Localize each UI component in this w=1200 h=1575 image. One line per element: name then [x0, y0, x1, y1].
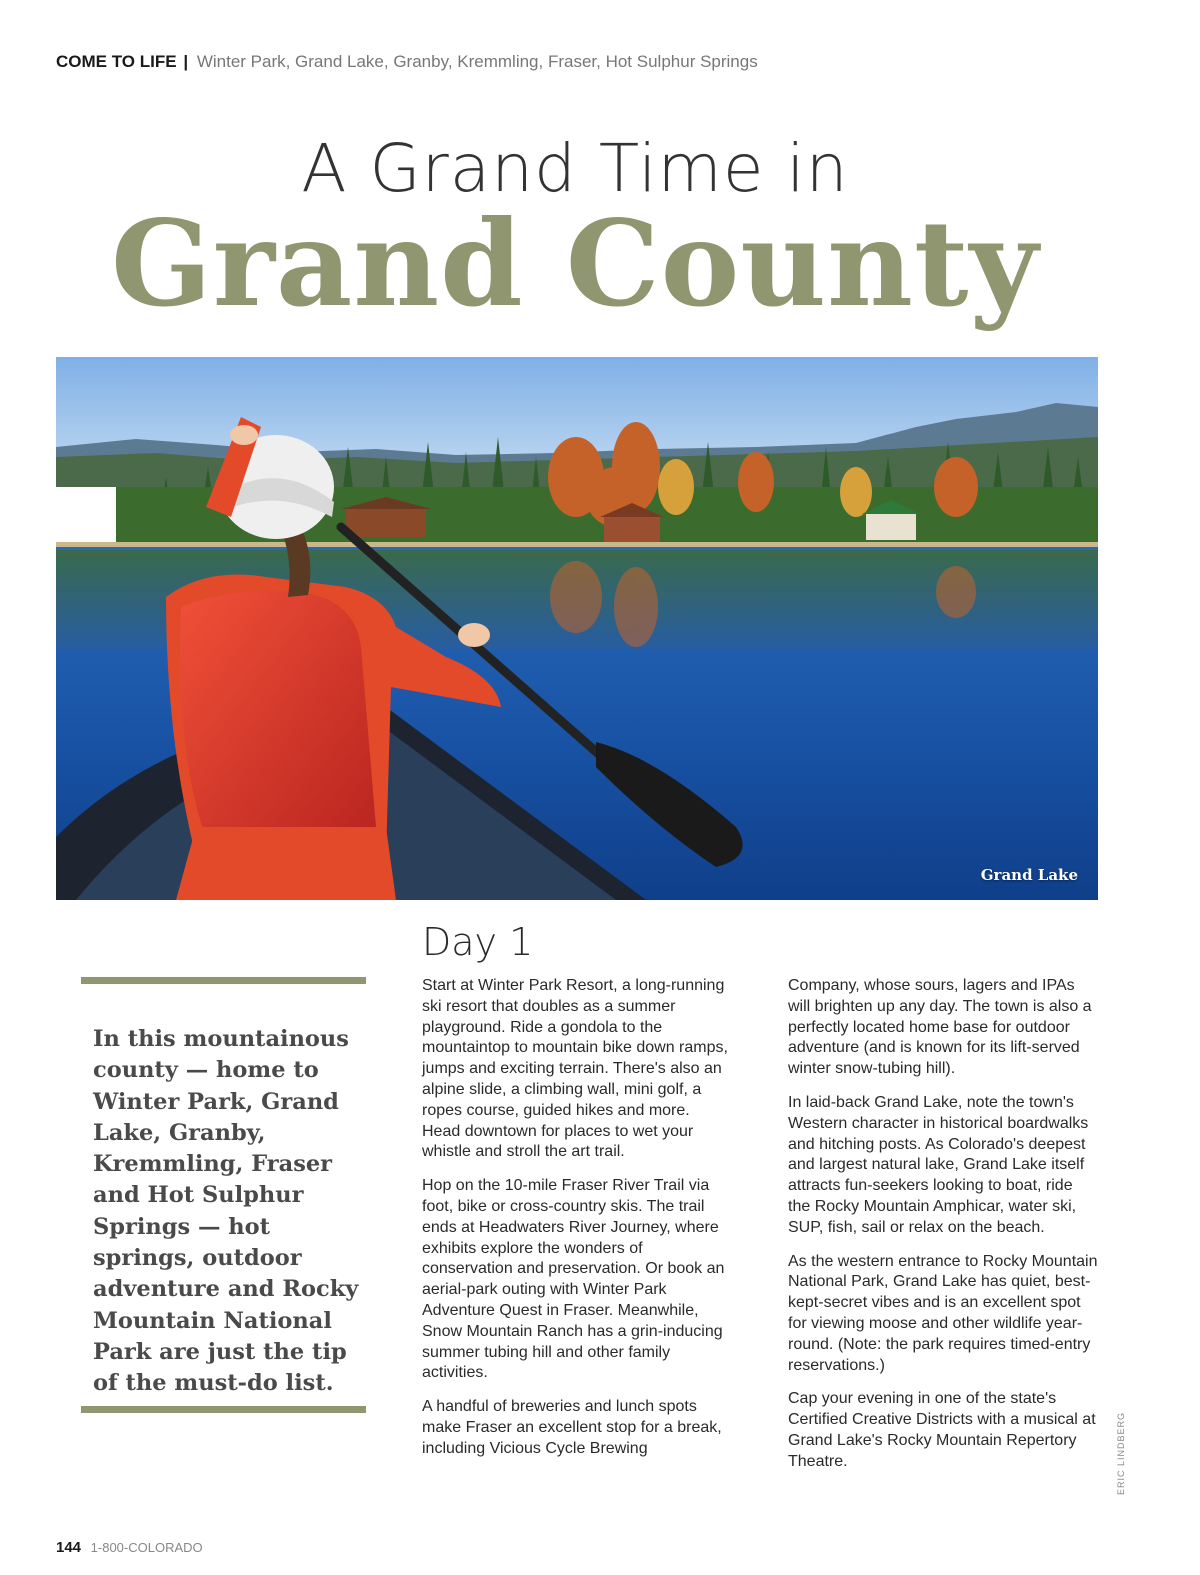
canoe-lake-illustration: [56, 357, 1098, 900]
section-name: COME TO LIFE: [56, 52, 177, 71]
pullquote: In this mountainous county — home to Winter Park, Grand Lake, Granby, Kremmling, Fraser and Hot Sulphur Springs — hot springs, outdoor adventure and Rocky Mountain National Park are just the tip of the must-do list.: [93, 1026, 359, 1397]
footer-phone: 1-800-COLORADO: [90, 1540, 203, 1555]
title-line-1: A Grand Time in: [301, 130, 849, 207]
page-number: 144: [56, 1539, 82, 1556]
body-paragraph: A handful of breweries and lunch spots make Fraser an excellent stop for a break, including Vicious Cycle Brewing: [422, 1398, 722, 1457]
title-line-2: Grand County: [110, 194, 1040, 333]
photo-credit: ERIC LINDBERG: [1116, 1411, 1126, 1495]
header-places: Winter Park, Grand Lake, Granby, Kremmling, Fraser, Hot Sulphur Springs: [196, 52, 758, 71]
header-separator: |: [183, 52, 189, 71]
body-column-2: [788, 976, 1098, 1486]
body-paragraph: Hop on the 10-mile Fraser River Trail via foot, bike or cross-country skis. The trail ends at Headwaters River Journey, where exhibits explore the wonders of conservation and preservation. Or book an aerial-park outing with Winter Park Adventure Quest in Fraser. Meanwhile, Snow Mountain Ranch has a grin-inducing summer tubing hill and other family activities.: [422, 1177, 725, 1382]
section-header: [56, 52, 758, 72]
photo-caption: Grand Lake: [980, 866, 1078, 884]
page-footer: [56, 1539, 203, 1556]
day-heading: Day 1: [422, 920, 534, 964]
hero-photo: [56, 357, 1098, 900]
body-paragraph: Start at Winter Park Resort, a long-running ski resort that doubles as a summer playground. Ride a gondola to the mountaintop to mountain bike down ramps, jumps and exciting terrain. There's also an alpine slide, a climbing wall, mini golf, a ropes course, guided hikes and more. Head downtown for places to wet your whistle and stroll the art trail.: [422, 977, 728, 1161]
body-column-1: [422, 976, 732, 1473]
body-paragraph: In laid-back Grand Lake, note the town's Western character in historical boardwalks and hitching posts. As Colorado's deepest and largest natural lake, Grand Lake itself attracts fun-seekers looking to boat, ride the Rocky Mountain Amphicar, water ski, SUP, fish, sail or relax on the beach.: [788, 1093, 1089, 1236]
body-paragraph: Cap your evening in one of the state's Certified Creative Districts with a musical at Grand Lake's Rocky Mountain Repertory Theatre.: [788, 1390, 1096, 1470]
body-paragraph: As the western entrance to Rocky Mountain National Park, Grand Lake has quiet, best-kept-secret vibes and is an excellent spot for viewing moose and other wildlife year-round. (Note: the park requires timed-entry reservations.): [788, 1252, 1098, 1374]
body-paragraph: Company, whose sours, lagers and IPAs will brighten up any day. The town is also a perfectly located home base for outdoor adventure (and is known for its lift-served winter snow-tubing hill).: [788, 977, 1092, 1078]
pullquote-top-rule: [81, 977, 366, 984]
pullquote-bottom-rule: [81, 1406, 366, 1413]
